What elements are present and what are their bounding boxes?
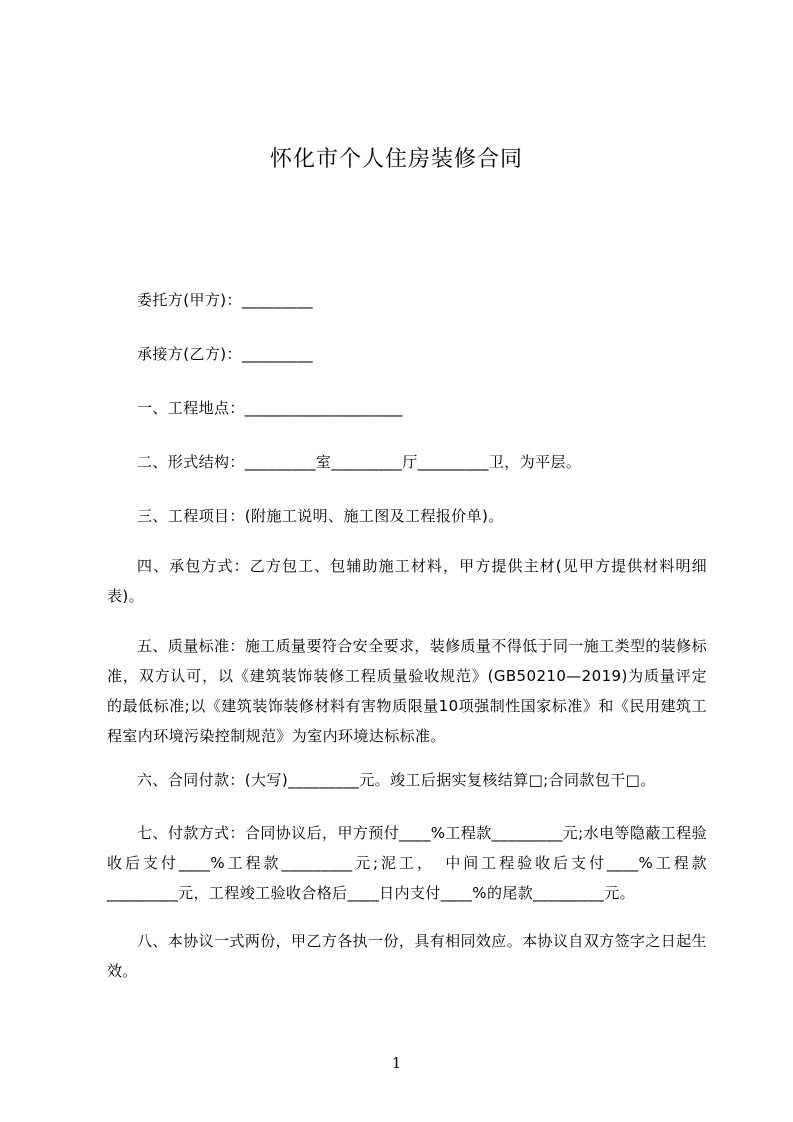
clause-contract-method: 四、承包方式：乙方包工、包辅助施工材料，甲方提供主材(见甲方提供材料明细表)。 xyxy=(107,557,707,605)
party-a-line: 委托方(甲方)：_________ xyxy=(137,291,314,309)
party-b-line: 承接方(乙方)：_________ xyxy=(137,345,314,363)
document-title: 怀化市个人住房装修合同 xyxy=(269,147,523,172)
clause-structure: 二、形式结构：_________室_________厅_________卫，为平层。 xyxy=(137,453,582,471)
clause-agreement-copies: 八、本协议一式两份，甲乙方各执一份，具有相同效应。本协议自双方签字之日起生效。 xyxy=(107,932,707,980)
page-number: 1 xyxy=(391,1054,402,1072)
clause-project-items: 三、工程项目：(附施工说明、施工图及工程报价单)。 xyxy=(137,507,504,525)
clause-payment-method: 七、付款方式：合同协议后，甲方预付____%工程款_________元;水电等隐蔽工程验收后支付____%工程款_________元;泥工， 中间工程验收后支付____%工程款_________元，工程竣工验收合格后____日内支付____%的尾款_________元。 xyxy=(107,824,707,902)
clause-project-location: 一、工程地点：____________________ xyxy=(137,399,403,417)
clause-quality-standard: 五、质量标准：施工质量要符合安全要求，装修质量不得低于同一施工类型的装修标准，双方认可，以《建筑装饰装修工程质量验收规范》(GB50210—2019)为质量评定的最低标准;以《建筑装饰装修材料有害物质限量10项强制性国家标准》和《民用建筑工程室内环境污染控制规范》为室内环境达标标准。 xyxy=(107,637,707,745)
clause-contract-payment: 六、合同付款：(大写)_________元。竣工后据实复核结算□;合同款包干□。 xyxy=(137,771,656,789)
